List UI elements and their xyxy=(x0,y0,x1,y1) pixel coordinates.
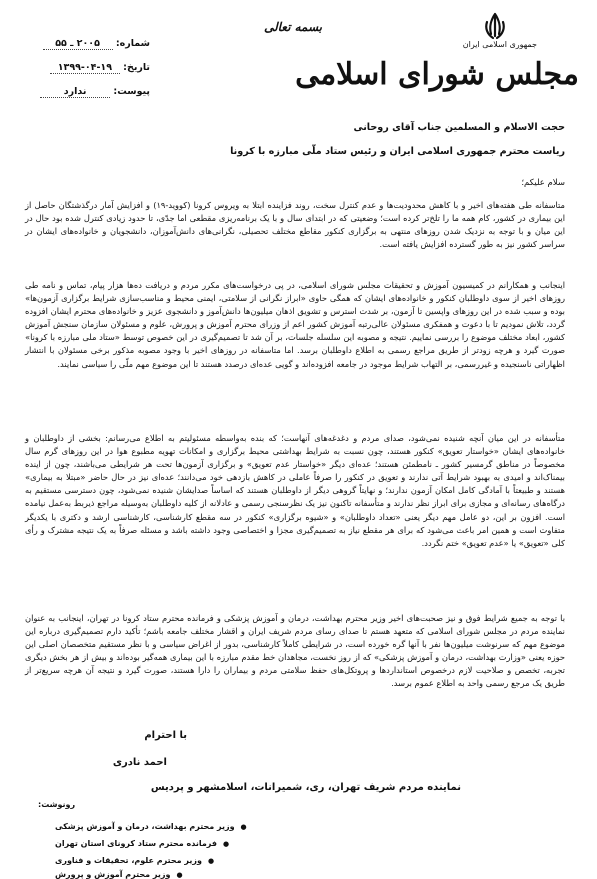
cc-label: رونوشت: xyxy=(38,800,76,809)
greeting: سلام علیکم؛ xyxy=(521,178,565,188)
number-value: ۲۰۰۵ ـ ۵۵ xyxy=(43,38,113,50)
paragraph-4: با توجه به جمیع شرایط فوق و نیز صحبت‌های اخیر وزیر محترم بهداشت، درمان و آموزش پزشکی و فرمانده محترم ستاد کرونا در تهران، اینجانب به عنوان نماینده مردم در مجلس شورای اسلامی که متعهد هستم تا صدای رسای مردم شریف ایران و اقشار مختلف جامعه باشم؛ تأکید دارم تصمیم‌گیری درباره این موضوع مهم که سرنوشت میلیون‌ها نفر با آنها گره خورده است، در شرایطی کاملاً کارشناسی، بدور از اغراض سیاسی و با نظر مستقیم متخصصان اصلی این حوزه یعنی «وزارت بهداشت، درمان و آموزش پزشکی» که از روز نخست، مجاهدان خط مقدم مبارزه با این بیماری همه‌گیر بوده‌اند و بیش از هر بخش دیگری تجربه، تخصص و صلاحیت لازم درخصوص استانداردها و پروتکل‌های حفظ سلامتی مردم و بیماران را دارا هستند، صورت گیرد و نتیجه آن هرچه سریع‌تر از طریق یک مرجع رسمی واحد به اطلاع عموم برسد. xyxy=(25,613,565,689)
cc-item: ● وزیر محترم آموزش و پرورش xyxy=(55,870,183,879)
signer-title: نماینده مردم شریف تهران، ری، شمیرانات، اسلامشهر و پردیس xyxy=(150,782,461,793)
attachment-label: پیوست: xyxy=(113,86,150,97)
paragraph-2: اینجانب و همکارانم در کمیسیون آموزش و تحقیقات مجلس شورای اسلامی، در پی درخواست‌های مکرر مردم و دریافت ده‌ها هزار پیام، تماس و نامه طی روزهای اخیر از سوی داوطلبان کنکور و خانواده‌های ایشان که همگی حاوی «ابراز نگرانی از سلامتی، ایمنی محیط و مناسب‌سازی شرایط برگزاری آزمون‌ها» بوده و سبب شده در این روزهای واپسین تا آزمون، بر شدت استرس و تشویق اذهان میلیون‌ها دانش‌آموز و دانشجوی عزیز و خانواده‌های محترم ایشان افزوده گردد، تلاش نمودیم تا با دعوت و همفکری مسئولان عالی‌رتبه آموزش کشور اعم از وزرای محترم آموزش و پرورش، علوم و مسئولان سازمان سنجش آموزش کشور، ابعاد مختلف موضوع را بررسی نماییم. نتیجه و مصوبه این سلسله جلسات، بر آن شد تا تصمیم‌گیری در این خصوص توسط «ستاد ملی مبارزه با کرونا» صورت گیرد و هرچه زودتر از طریق مراجع رسمی به اطلاع داوطلبان برسد. اما متاسفانه در روزهای اخیر با وجود مصوبه مذکور برخی مسئولان با انتشار اظهاراتی ناسنجیده و غیررسمی، بر التهاب شرایط موجود در جامعه افزوده‌اند و گویی عده‌ای درصدد هستند تا این موضوع مهم ملّی را سیاسی نمایند. xyxy=(25,280,565,369)
signer-name: احمد نادری xyxy=(112,757,167,768)
iran-emblem-icon xyxy=(481,12,509,40)
letter-number xyxy=(20,38,150,50)
date-label: تاریخ: xyxy=(123,62,150,73)
paragraph-1: متاسفانه طی هفته‌های اخیر و با کاهش محدودیت‌ها و عدم کنترل سخت، روند فزاینده ابتلا به ویروس کرونا (کووید-۱۹) و افزایش آمار درگذشتگان حاصل از این بیماری در کشور، کام همه ما را تلخ‌تر کرده است؛ وضعیتی که در ابتدای سال و با یک برنامه‌ریزی مقطعی اما جدّی، تا حدود زیادی کنترل شده بود حال در این میان و با توجه به نزدیک شدن روزهای منتهی به برگزاری کنکور مقاطع مختلف تحصیلی، نگرانی‌های دانش‌آموزان، دانشجویان و خانواده‌های ایشان در سراسر کشور نیز به طور گسترده افزایش یافته است. xyxy=(25,200,565,250)
letter-attachment xyxy=(20,86,150,98)
basmala: بسمه تعالی xyxy=(263,20,323,34)
regards: با احترام xyxy=(144,730,187,741)
cc-item: ● وزیر محترم علوم، تحقیقات و فناوری xyxy=(55,856,214,865)
paragraph-3: متأسفانه در این میان آنچه شنیده نمی‌شود، صدای مردم و دغدغه‌های آنهاست؛ که بنده به‌واسطه مسئولیتم به اطلاع می‌رسانم: بخشی از داوطلبان و خانواده‌های ایشان «خواستار تعویق» کنکور هستند، چون نسبت به شرایط بهداشتی محیط برگزاری و امکانات تهویه مطبوع هوا در این روزهای گرم سال مخصوصاً در مناطق گرمسیر کشور ـ نامطمئن هستند؛ عده‌ای دیگر «خواستار عدم تعویق» و برگزاری آزمون‌ها تحت هر شرایطی می‌باشند، چون از اینده بیمناک‌اند و امیدی به بهبود شرایط آتی ندارند و تعویق در کنکور را صرفاً عاملی در کاهش بازدهی خود می‌دانند؛ عده‌ای نیز در حال حاضر «مبتلا به بیماری» هستند و طبیعتاً با آمادگی کامل امکان آزمون ندارند؛ و نهایتاً گروهی دیگر از داوطلبان هستند که اساساً صدایشان شنیده نمی‌شود، چون دسترسی مستقیم به درگاه‌های رسانه‌ای و مجازی برای ابراز نظر ندارند و متأسفانه تاکنون نیز یک نظرسنجی رسمی و عادلانه از کلیه داوطلبان به‌وسیله مراجع ذیربط به‌عمل نیامده است. افزون بر این، دو عامل مهم دیگر یعنی «تعداد داوطلبان» و «شیوه برگزاری» کنکور در سه مقطع کارشناسی، کارشناسی ارشد و دکتری با یکدیگر متفاوت است و همین امر باعث می‌شود که برای هر مقطع نیاز به تصمیم‌گیری مجزا و اختصاصی وجود داشته باشد و مسئله صرفاً به یک نتیجه مشترک و رأی کلی «تعویق» یا «عدم تعویق» ختم نگردد. xyxy=(25,433,565,548)
cc-item: ● فرمانده محترم ستاد کرونای استان تهران xyxy=(55,839,229,848)
logo-subtitle: جمهوری اسلامی ایران xyxy=(462,40,537,49)
attachment-value: ندارد xyxy=(40,86,110,98)
cc-item: ● وزیر محترم بهداشت، درمان و آموزش پزشکی xyxy=(55,822,247,831)
date-value: ۱۳۹۹-۰۴-۱۹ xyxy=(50,62,120,74)
parliament-logo: مجلس شورای اسلامی xyxy=(295,57,579,92)
letter-date xyxy=(20,62,150,74)
number-label: شماره: xyxy=(115,38,150,49)
recipient-line-2: ریاست محترم جمهوری اسلامی ایران و رئیس ستاد ملّی مبارزه با کرونا xyxy=(230,146,565,157)
recipient-line-1: حجت الاسلام و المسلمین جناب آقای روحانی xyxy=(353,122,565,133)
